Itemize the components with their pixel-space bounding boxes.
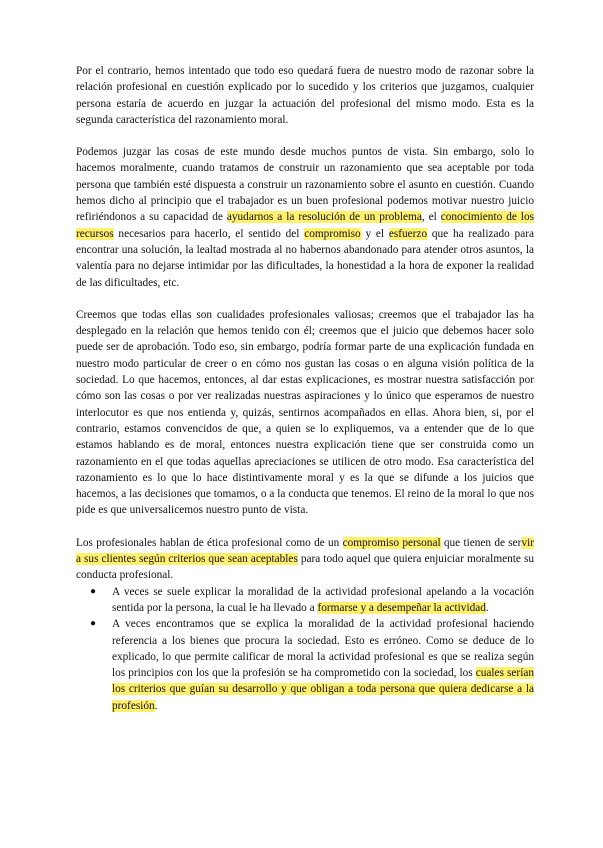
- bullet-dot-icon: ●: [90, 585, 97, 597]
- highlight-resource-knowledge: conocimiento de los recursos: [76, 211, 534, 240]
- paragraph-4: Los profesionales hablan de ética profesional como de un compromiso personal que tienen de servir a sus clientes según criterios que sean aceptables para todo aquel que quiera enjuiciar moralmente su conducta profesional.: [76, 536, 534, 582]
- highlight-help-solve-problem: ayudarnos a la resolución de un problema: [226, 211, 422, 224]
- highlight-serve-clients: vir a sus clientes según criterios que sean aceptables: [76, 536, 534, 566]
- highlight-training: formarse y a desempeñar la actividad: [317, 601, 486, 614]
- bullet-item: ● A veces encontramos que se explica la moralidad de la actividad profesional haciendo referencia a los bienes que procura la sociedad. Esto es erróneo. Como se deduce de lo explicado, lo que permite calificar de moral la actividad profesional es que se realiza según los principios con los que la profesión se ha comprometido con la sociedad, los cuales serían los criterios que guían su desarrollo y que obligan a toda persona que quiera dedicarse a la profesión.: [90, 618, 534, 712]
- highlight-commitment: compromiso: [304, 227, 361, 240]
- bullet-dot-icon: ●: [90, 618, 97, 630]
- document-page: [76, 63, 534, 714]
- paragraph-3: Creemos que todas ellas son cualidades profesionales valiosas; creemos que el trabajador las ha desplegado en la relación que hemos tenido con él; creemos que el juicio que debemos hacer solo puede ser de aprobación. Todo eso, sin embargo, podría formar parte de una explicación fundada en nuestro modo particular de creer o en cómo nos gustan las cosas o en alguna visión política de la sociedad. Lo que hacemos, entonces, al dar estas explicaciones, es mostrar nuestra satisfacción por cómo son las cosas o por ver realizadas nuestras aspiraciones y lo único que esperamos de nuestro interlocutor es que nos entienda y, quizás, sentirnos acompañados en ellas. Ahora bien, si, por el contrario, estamos convencidos de que, a quien se lo expliquemos, va a entender que de lo que estamos hablando es de moral, entonces nuestra explicación tiene que ser construida como un razonamiento en el que todas aquellas apreciaciones se utilicen de otro modo. Esa característica del razonamiento es lo que lo hace distintivamente moral y es la que se difunde a los juicios que hacemos, a las decisiones que tomamos, o a la conducta que tenemos. El reino de la moral lo que nos pide es que universalicemos nuestro punto de vista.: [76, 308, 534, 517]
- highlight-criteria: cuales serían los criterios que guían su desarrollo y que obligan a toda persona que quiera dedicarse a la profesión: [112, 667, 534, 712]
- paragraph-1: Por el contrario, hemos intentado que todo eso quedará fuera de nuestro modo de razonar sobre la relación profesional en cuestión explicado por lo sucedido y los criterios que juzgamos, cualquier persona estaría de acuerdo en juzgar la actuación del profesional del mismo modo. Esta es la segunda característica del razonamiento moral.: [76, 65, 534, 126]
- highlight-effort: esfuerzo: [388, 227, 428, 240]
- highlight-personal-commitment: compromiso personal: [342, 536, 441, 549]
- bullet-item: ● A veces se suele explicar la moralidad de la actividad profesional apelando a la vocación sentida por la persona, la cual le ha llevado a formarse y a desempeñar la actividad.: [90, 585, 534, 614]
- bullet-list: [76, 584, 534, 714]
- paragraph-2: Podemos juzgar las cosas de este mundo desde muchos puntos de vista. Sin embargo, solo lo hacemos moralmente, cuando tratamos de construir un razonamiento que sea aceptable por toda persona que también esté dispuesta a construir un razonamiento sobre el asunto en cuestión. Cuando hemos dicho al principio que el trabajador es un buen profesional podemos motivar nuestro juicio refiriéndonos a su capacidad de ayudarnos a la resolución de un problema, el conocimiento de los recursos necesarios para hacerlo, el sentido del compromiso y el esfuerzo que ha realizado para encontrar una solución, la lealtad mostrada al no habernos abandonado para atender otros asuntos, la valentía para no dejarse intimidar por las dificultades, la honestidad a la hora de exponer la realidad de las dificultades, etc.: [76, 146, 534, 289]
